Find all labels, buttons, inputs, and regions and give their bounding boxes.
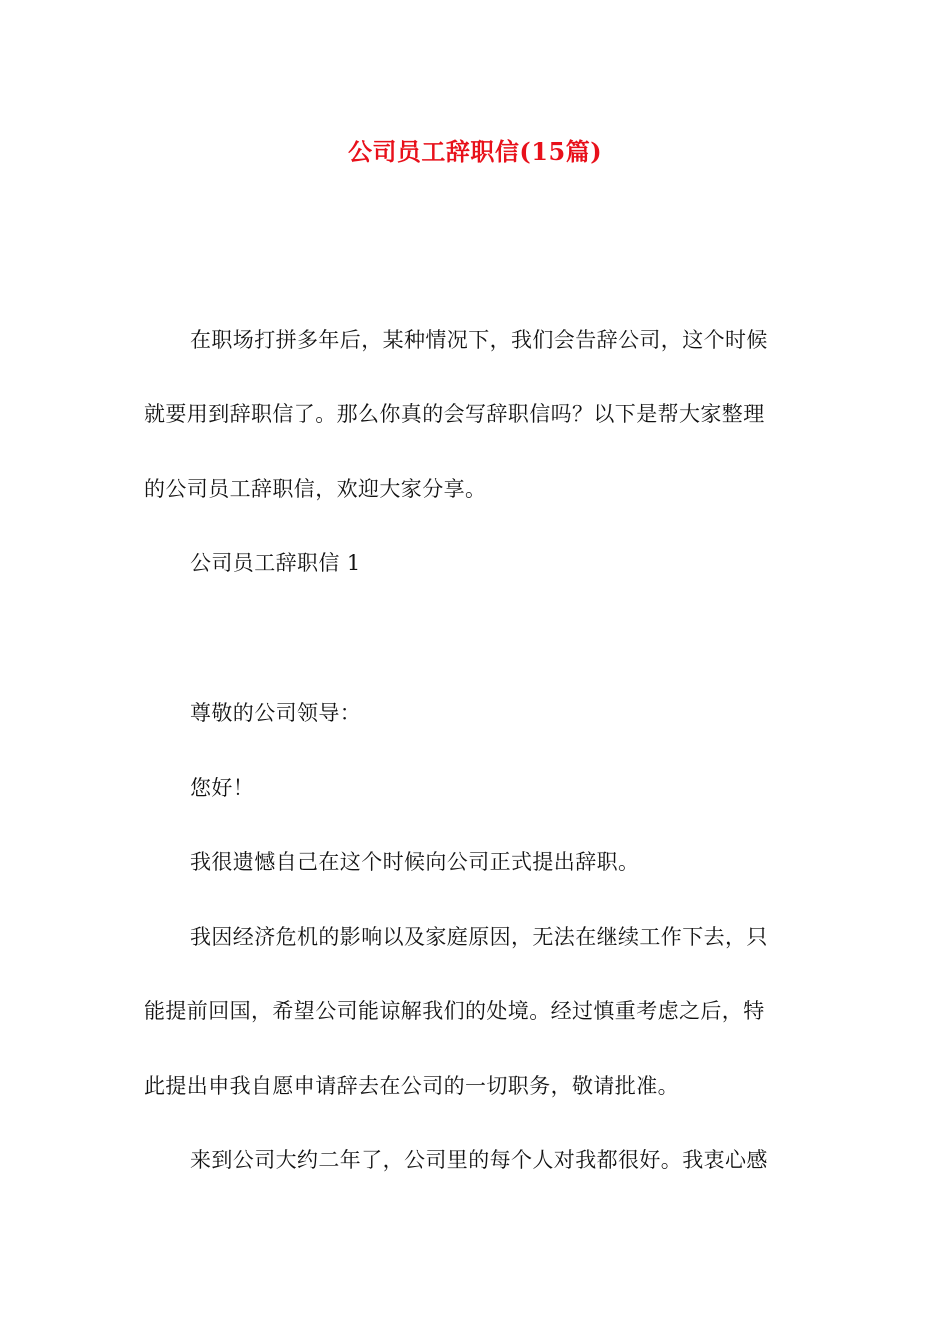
- section-heading: 公司员工辞职信 1: [190, 551, 361, 575]
- paragraph-line: 此提出申我自愿申请辞去在公司的一切职务，敬请批准。: [144, 1074, 679, 1098]
- paragraph-line: 我很遗憾自己在这个时候向公司正式提出辞职。: [190, 850, 640, 874]
- paragraph-line: 的公司员工辞职信，欢迎大家分享。: [144, 477, 487, 501]
- paragraph-line: 就要用到辞职信了。那么你真的会写辞职信吗？以下是帮大家整理: [144, 402, 765, 426]
- paragraph-line: 能提前回国，希望公司能谅解我们的处境。经过慎重考虑之后，特: [144, 999, 765, 1023]
- paragraph-line: 我因经济危机的影响以及家庭原因，无法在继续工作下去，只: [190, 925, 768, 949]
- greeting: 您好！: [190, 776, 255, 800]
- paragraph-line: 来到公司大约二年了，公司里的每个人对我都很好。我衷心感: [190, 1148, 768, 1172]
- salutation: 尊敬的公司领导：: [190, 701, 362, 725]
- paragraph-line: 在职场打拼多年后，某种情况下，我们会告辞公司，这个时候: [190, 328, 768, 352]
- document-title: 公司员工辞职信(15篇): [347, 137, 603, 166]
